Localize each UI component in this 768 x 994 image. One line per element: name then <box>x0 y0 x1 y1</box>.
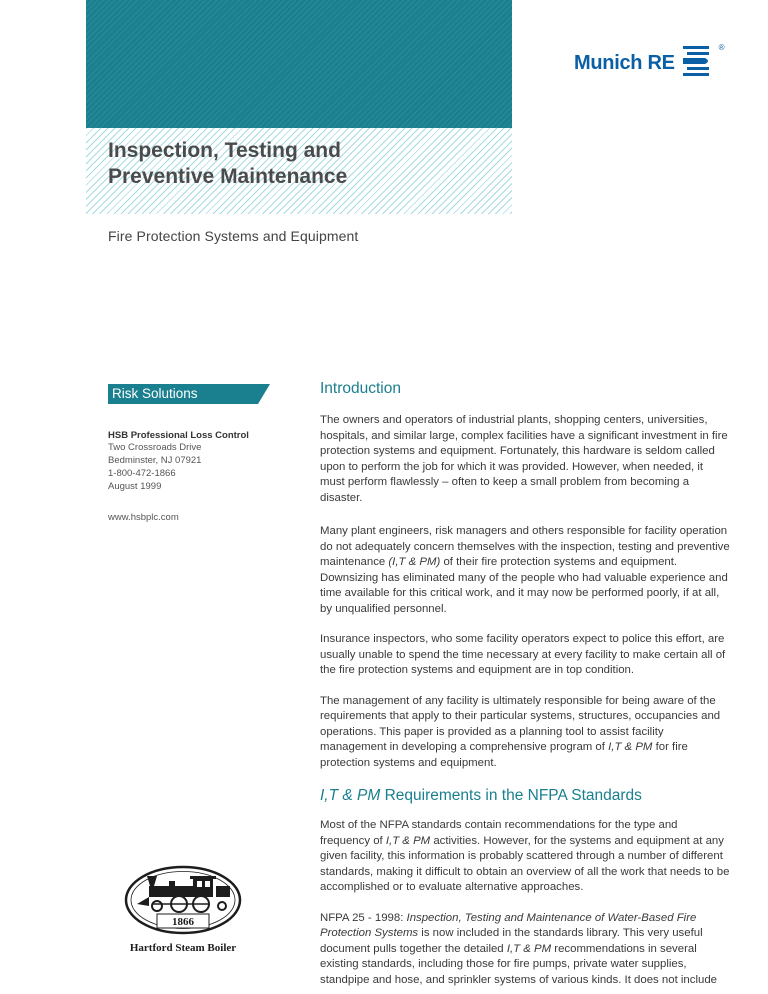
main-content <box>320 380 730 988</box>
nfpa-paragraph-1: Most of the NFPA standards contain recommendations for the type and frequency of I,T & PM activities. However, for the systems and equipment at any given facility, this information is probably scattered through a number of different standards, making it difficult to obtain an overview of all the work that needs to be accomplished or to evaluate alternative approaches. <box>320 819 730 893</box>
intro-paragraph-2: Many plant engineers, risk managers and others responsible for facility operation do not adequately concern themselves with the inspection, testing and preventive maintenance (I,T & PM) of their fire protection systems and equipment. Downsizing has eliminated many of the people who had valuable experience and time available for this critical work, and it may now be performed poorly, if at all, by unqualified personnel. <box>320 525 730 615</box>
org-name: HSB Professional Loss Control <box>108 430 249 441</box>
header-banner <box>86 0 512 128</box>
intro-paragraph-4: The management of any facility is ultimately responsible for being aware of the requirements that apply to their particular systems, structures, occupancies and operations. This paper is provided as a planning tool to assist facility management in developing a comprehensive program of I,T & PM for fire protection systems and equipment. <box>320 694 721 769</box>
risk-solutions-tab: Risk Solutions <box>108 384 258 404</box>
address-line: Two Crossroads Drive <box>108 442 202 453</box>
nfpa-heading: I,T & PM Requirements in the NFPA Standards <box>320 787 642 804</box>
address-line: Bedminster, NJ 07921 <box>108 455 202 466</box>
document-subtitle: Fire Protection Systems and Equipment <box>108 228 359 244</box>
nfpa-paragraph-2: NFPA 25 - 1998: Inspection, Testing and Maintenance of Water-Based Fire Protection Systems is now included in the standards library. This very useful document pulls together the detailed I,T & PM recommendations in several existing standards, including those for fire pumps, private water supplies, standpipe and hose, and sprinkler systems of various kinds. It does not include <box>320 911 717 986</box>
registered-mark: ® <box>718 43 725 52</box>
intro-paragraph-1: The owners and operators of industrial plants, shopping centers, universities, hospitals, and similar large, complex facilities have a significant investment in fire protection systems and equipment. Fortunately, this hardware is seldom called upon to perform the job for which it was provided. However, when needed, it must perform flawlessly – often to keep a small problem from becoming a disaster. <box>320 414 728 504</box>
website-link[interactable]: www.hsbplc.com <box>108 512 179 523</box>
title-line-1: Inspection, Testing and <box>108 139 341 162</box>
munich-re-logo <box>574 44 725 83</box>
logo-year: 1866 <box>172 916 194 928</box>
document-title <box>108 138 468 190</box>
title-line-2: Preventive Maintenance <box>108 165 348 188</box>
hsb-logo <box>112 864 254 954</box>
locomotive-seal-icon <box>123 864 243 936</box>
address <box>108 441 268 493</box>
date-line: August 1999 <box>108 481 162 492</box>
phone-line: 1-800-472-1866 <box>108 468 176 479</box>
intro-heading: Introduction <box>320 380 401 397</box>
logo-caption: Hartford Steam Boiler <box>129 942 237 954</box>
sidebar <box>108 384 268 523</box>
brand-name: Munich RE <box>574 52 675 74</box>
munich-re-mark-icon <box>683 44 719 83</box>
intro-paragraph-3: Insurance inspectors, who some facility operators expect to police this effort, are usually unable to spend the time necessary at every facility to make certain all of the fire protection systems and equipment are in top condition. <box>320 633 726 676</box>
